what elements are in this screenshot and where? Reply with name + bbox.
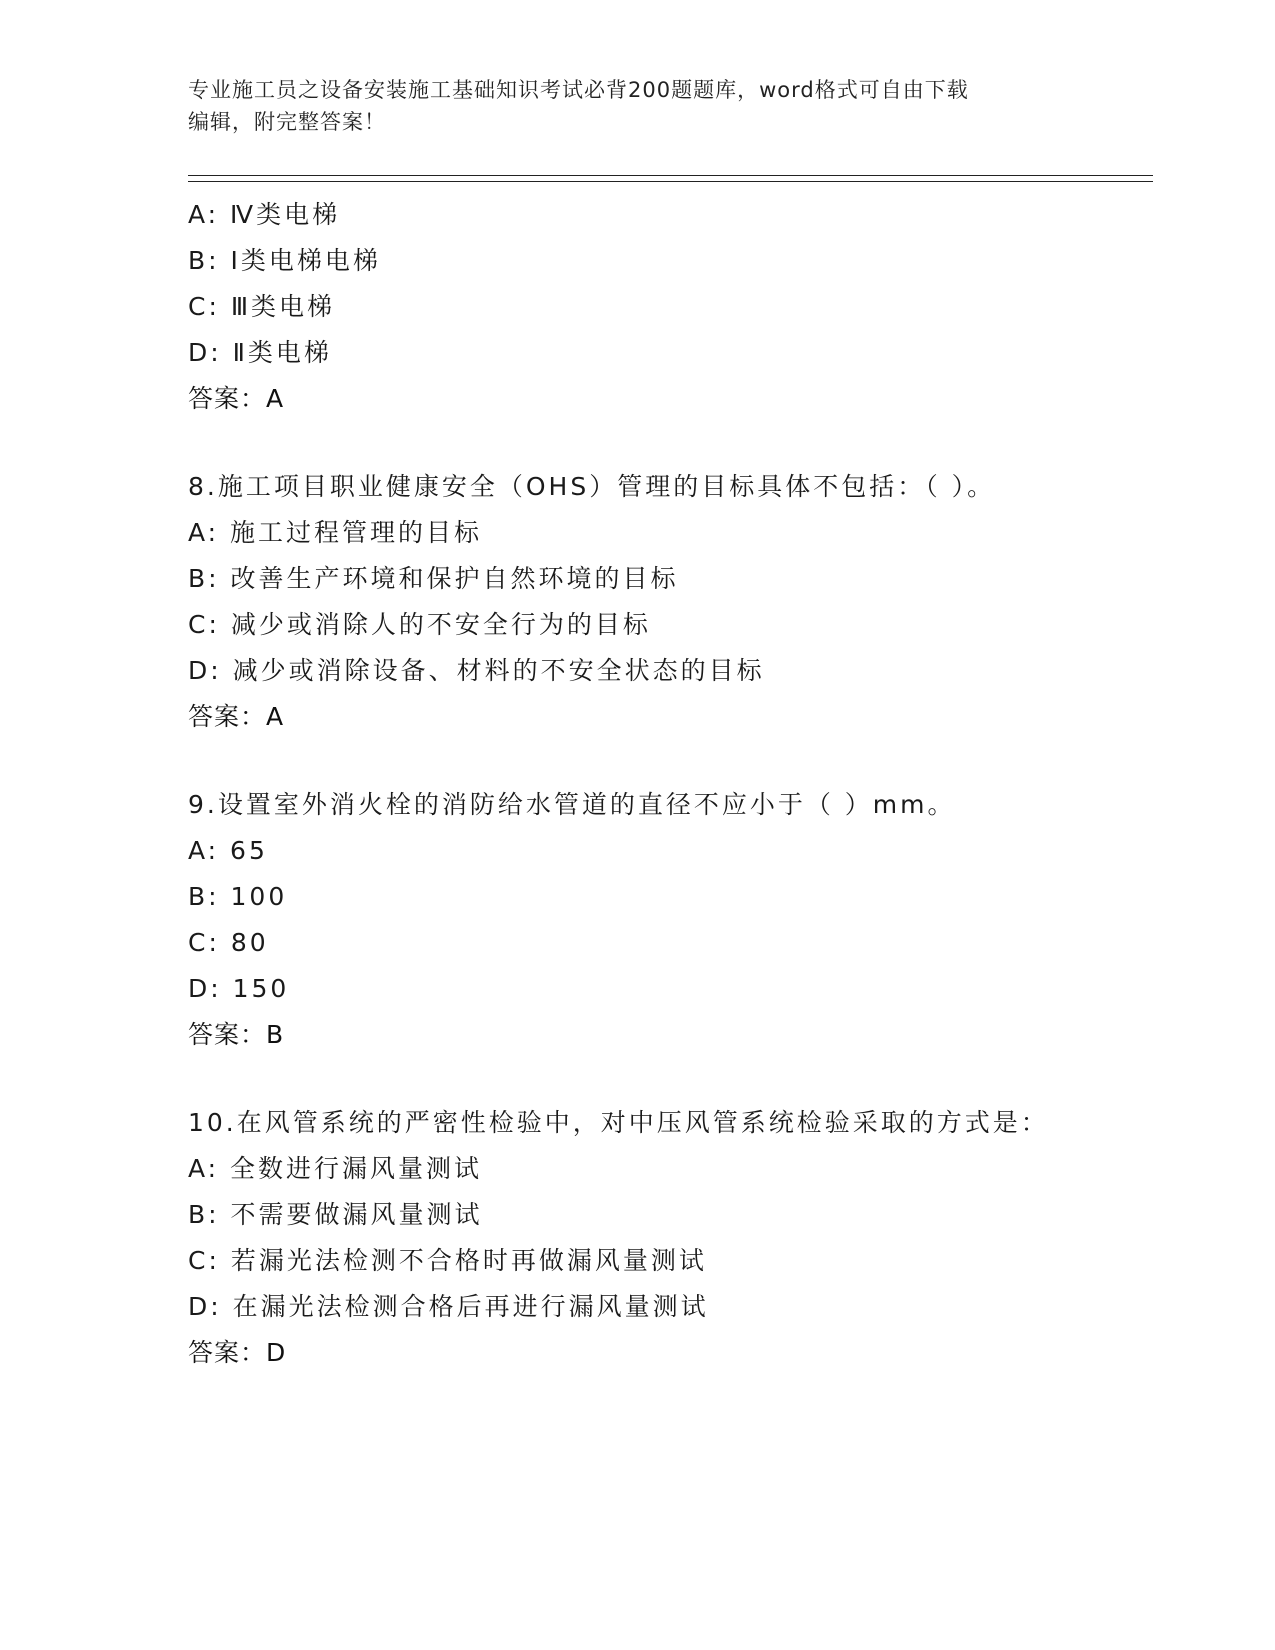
header-title-line-2: 编辑，附完整答案！ <box>188 110 386 134</box>
q8-question: 8.施工项目职业健康安全（OHS）管理的目标具体不包括：（ ）。 <box>188 472 996 501</box>
q7-option-a: A: Ⅳ类电梯 <box>188 200 341 229</box>
q8-option-c: C: 减少或消除人的不安全行为的目标 <box>188 610 651 639</box>
q10-option-c: C: 若漏光法检测不合格时再做漏风量测试 <box>188 1246 707 1275</box>
q8-answer: 答案：A <box>188 702 285 731</box>
q8-option-b: B: 改善生产环境和保护自然环境的目标 <box>188 564 679 593</box>
q7-option-d: D: Ⅱ类电梯 <box>188 338 332 367</box>
header-rule-bottom <box>188 181 1153 182</box>
q10-option-a: A: 全数进行漏风量测试 <box>188 1154 483 1183</box>
q7-answer: 答案：A <box>188 384 285 413</box>
q8-option-a: A: 施工过程管理的目标 <box>188 518 483 547</box>
q8-option-d: D: 减少或消除设备、材料的不安全状态的目标 <box>188 656 765 685</box>
question-block-9 <box>188 782 1148 1058</box>
q9-question: 9.设置室外消火栓的消防给水管道的直径不应小于（ ）mm。 <box>188 790 956 819</box>
q9-option-a: A: 65 <box>188 836 268 865</box>
q9-option-c: C: 80 <box>188 928 269 957</box>
q10-option-b: B: 不需要做漏风量测试 <box>188 1200 483 1229</box>
spacer <box>188 1058 1148 1100</box>
question-block-10 <box>188 1100 1148 1376</box>
header-title-line-1: 专业施工员之设备安装施工基础知识考试必背200题题库，word格式可自由下载 <box>188 78 969 102</box>
document-header <box>188 74 1068 138</box>
q10-question: 10.在风管系统的严密性检验中，对中压风管系统检验采取的方式是： <box>188 1108 1049 1137</box>
spacer <box>188 740 1148 782</box>
spacer <box>188 422 1148 464</box>
q7-option-b: B: Ⅰ类电梯电梯 <box>188 246 381 275</box>
question-list <box>188 192 1148 1376</box>
q9-answer: 答案：B <box>188 1020 285 1049</box>
q7-option-c: C: Ⅲ类电梯 <box>188 292 336 321</box>
q9-option-b: B: 100 <box>188 882 288 911</box>
q10-option-d: D: 在漏光法检测合格后再进行漏风量测试 <box>188 1292 709 1321</box>
question-block-8 <box>188 464 1148 740</box>
q9-option-d: D: 150 <box>188 974 290 1003</box>
header-rule-top <box>188 175 1153 176</box>
q10-answer: 答案：D <box>188 1338 287 1367</box>
question-block-7 <box>188 192 1148 422</box>
